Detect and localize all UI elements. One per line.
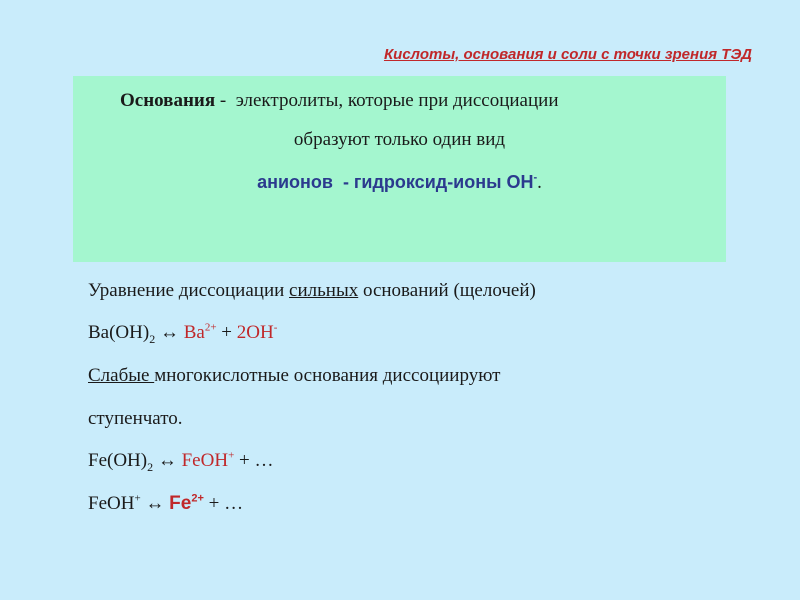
definition-line-3 [73, 172, 726, 194]
definition-line-1 [73, 90, 726, 112]
definition-period: . [537, 172, 542, 193]
eq3-ion-charge: 2+ [191, 492, 204, 505]
eq3-arrow: ↔ [140, 493, 170, 514]
eq1-lhs-sub: 2 [149, 331, 156, 346]
anion-charge: - [533, 171, 538, 184]
equation-feoh [88, 493, 243, 515]
strong-post: оснований (щелочей) [358, 280, 536, 301]
eq2-arrow: ↔ [153, 450, 182, 471]
eq1-cation-charge: 2+ [204, 321, 217, 334]
equation-fe-oh [88, 450, 274, 472]
eq1-anion-charge: - [273, 321, 278, 334]
eq2-ion-charge: + [228, 449, 235, 462]
weak-underlined: Слабые [88, 365, 155, 386]
definition-dash: - [215, 90, 236, 111]
anion-text: анионов - гидроксид-ионы ОН [257, 172, 534, 192]
eq1-anion: 2OH [236, 322, 274, 343]
eq1-cation: Ba [183, 322, 205, 343]
slide-title: Кислоты, основания и соли с точки зрения ТЭД [383, 46, 752, 63]
eq3-ion: Fe [169, 493, 192, 514]
definition-term: Основания [120, 90, 216, 111]
eq2-lhs: Fe(OH) [88, 450, 148, 471]
weak-bases-line [88, 365, 500, 387]
eq1-arrow: ↔ [155, 322, 184, 343]
definition-box [73, 76, 726, 262]
strong-bases-heading [88, 280, 536, 302]
equation-ba-oh [88, 322, 277, 344]
definition-text-1: электролиты, которые при диссоциации [235, 90, 559, 111]
strong-pre: Уравнение диссоциации [88, 280, 290, 301]
weak-bases-line-2: ступенчато. [88, 408, 183, 429]
eq1-lhs: Ba(OH) [88, 322, 150, 343]
weak-post: многокислотные основания диссоциируют [154, 365, 501, 386]
eq2-lhs-sub: 2 [147, 459, 154, 474]
eq3-rest: + … [203, 493, 244, 514]
eq2-rest: + … [234, 450, 274, 471]
strong-underlined: сильных [289, 280, 359, 301]
definition-line-2: образуют только один вид [293, 129, 506, 150]
eq3-lhs: FeOH [88, 493, 135, 514]
eq1-plus: + [216, 322, 237, 343]
eq3-lhs-charge: + [134, 492, 141, 505]
eq2-ion: FeOH [181, 450, 229, 471]
